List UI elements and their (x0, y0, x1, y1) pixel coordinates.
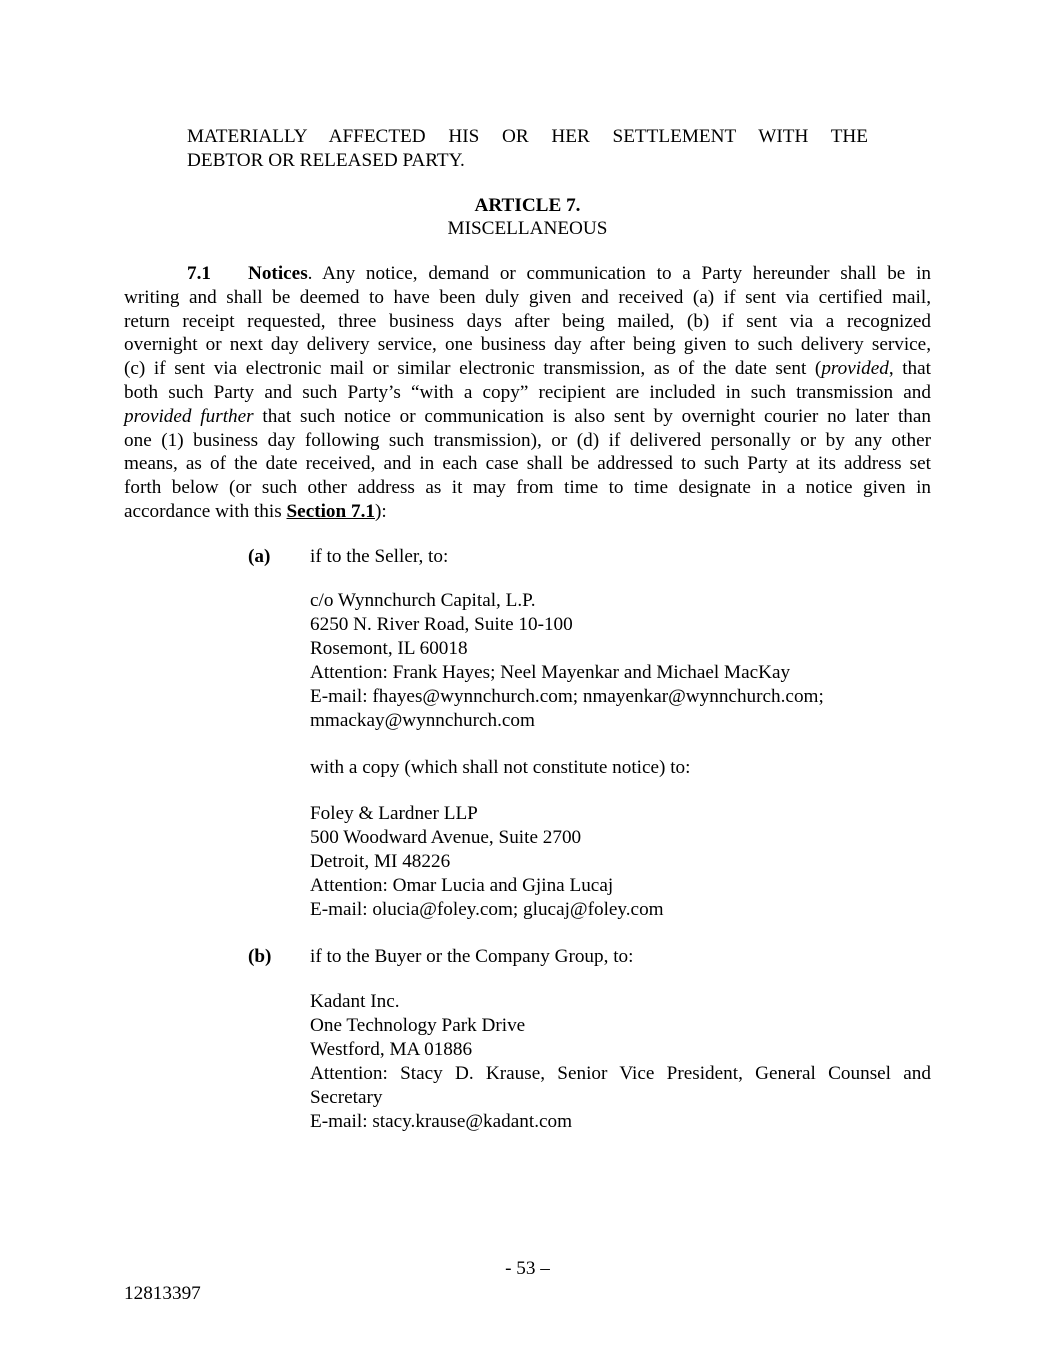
buyer-address-line-1: Kadant Inc. (310, 991, 400, 1012)
section-line-2: writing and shall be deemed to have been duly given and received (a) if sent via certified mail, (124, 286, 931, 308)
buyer-attention-line-1: Attention: Stacy D. Krause, Senior Vice President, General Counsel and (310, 1063, 931, 1084)
page-number: - 53 – (505, 1258, 550, 1279)
top-paragraph-line-2: DEBTOR OR RELEASED PARTY. (187, 150, 465, 171)
copy-address-line-2: 500 Woodward Avenue, Suite 2700 (310, 827, 582, 848)
section-line-4: overnight or next day delivery service, one business day after being given to such delivery service, (124, 334, 931, 356)
line-acc-post: ): (374, 500, 387, 522)
section-first-line (124, 262, 931, 286)
section-line-means: means, as of the date received, and in each case shall be addressed to such Party at its address set (124, 453, 931, 475)
article-title: MISCELLANEOUS (447, 218, 608, 239)
seller-address (310, 589, 824, 733)
section-first-line-rest: . Any notice, demand or communication to a Party hereunder shall be in (307, 263, 931, 284)
copy-intro: with a copy (which shall not constitute notice) to: (310, 757, 691, 778)
seller-email-cont: mmackay@wynnchurch.com (310, 710, 535, 731)
copy-attention: Attention: Omar Lucia and Gjina Lucaj (310, 875, 614, 896)
seller-attention: Attention: Frank Hayes; Neel Mayenkar and Michael MacKay (310, 662, 791, 683)
buyer-label: (b) (248, 946, 272, 967)
line-c-pre: (c) if sent via electronic mail or similar electronic transmission, as of the date sent ( (124, 358, 822, 380)
seller-email: E-mail: fhayes@wynnchurch.com; nmayenkar@wynnchurch.com; (310, 686, 824, 707)
provided-further-italic: provided further (124, 405, 254, 427)
section-line-both: both such Party and such Party’s “with a copy” recipient are included in such transmission and (124, 381, 931, 403)
section-line-3: return receipt requested, three business days after being mailed, (b) if sent via a recognized (124, 310, 931, 332)
article-number: ARTICLE 7. (474, 195, 581, 216)
seller-label: (a) (248, 546, 271, 567)
top-paragraph-line-1: MATERIALLY AFFECTED HIS OR HER SETTLEMENT WITH THE (187, 126, 868, 147)
seller-address-line-1: c/o Wynnchurch Capital, L.P. (310, 590, 536, 611)
copy-address-line-3: Detroit, MI 48226 (310, 851, 451, 872)
buyer-email: E-mail: stacy.krause@kadant.com (310, 1111, 573, 1132)
buyer-address (310, 990, 525, 1062)
section-heading: Notices (247, 263, 308, 284)
buyer-attention-line-2: Secretary (310, 1087, 383, 1108)
seller-intro: if to the Seller, to: (310, 546, 449, 567)
buyer-intro: if to the Buyer or the Company Group, to: (310, 946, 634, 967)
buyer-address-line-3: Westford, MA 01886 (310, 1039, 473, 1060)
seller-address-line-2: 6250 N. River Road, Suite 10-100 (310, 614, 573, 635)
line-acc-pre: accordance with this (124, 500, 287, 522)
buyer-address-line-2: One Technology Park Drive (310, 1015, 526, 1036)
copy-address (310, 802, 664, 922)
document-id: 12813397 (124, 1283, 201, 1304)
copy-email: E-mail: olucia@foley.com; glucaj@foley.com (310, 899, 664, 920)
section-line-provided-further (124, 405, 931, 429)
top-paragraph (187, 125, 868, 173)
buyer-attention (310, 1062, 931, 1134)
section-7-1-reference: Section 7.1 (286, 500, 375, 522)
seller-address-line-3: Rosemont, IL 60018 (310, 638, 468, 659)
section-line-forth: forth below (or such other address as it may from time to time designate in a notice given in (124, 477, 931, 499)
section-line-one: one (1) business day following such transmission), or (d) if delivered personally or by any other (124, 429, 931, 451)
section-number: 7.1 (187, 263, 211, 284)
line-pf-post: that such notice or communication is also sent by overnight courier no later than (253, 405, 931, 427)
copy-address-line-1: Foley & Lardner LLP (310, 803, 478, 824)
provided-italic: provided (821, 358, 889, 380)
line-c-post: , that (888, 358, 931, 380)
section-7-1-paragraph (124, 262, 931, 524)
section-line-accordance (124, 500, 931, 524)
section-line-c (124, 357, 931, 381)
